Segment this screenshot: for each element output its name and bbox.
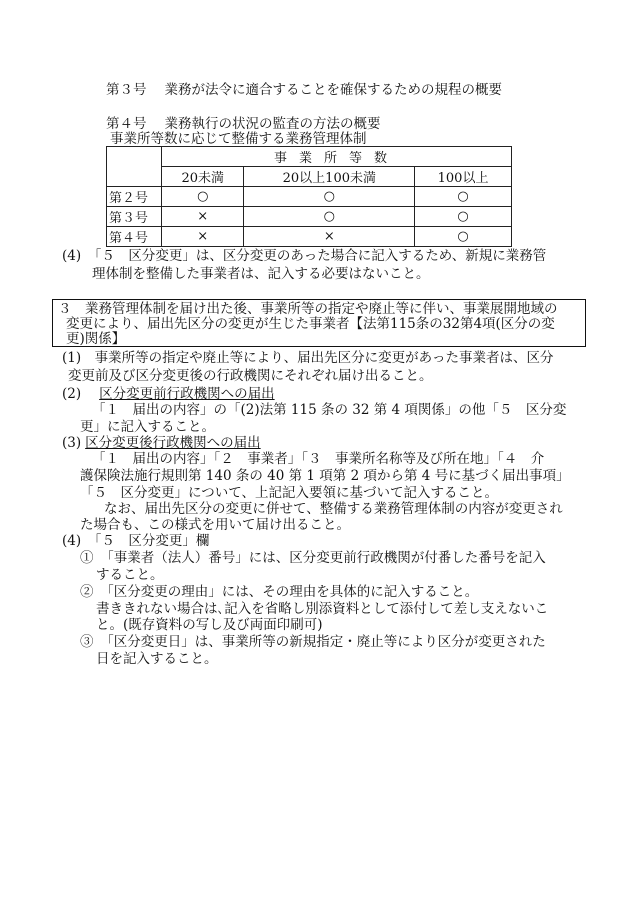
s3-line-1: 「１ 届出の内容」「２ 事業者」「３ 事業所名称等及び所在地」「４ 介 xyxy=(92,451,545,467)
table-cell: ○ xyxy=(162,187,244,207)
box-line-3: 更)関係】 xyxy=(66,331,126,347)
table-cell: ○ xyxy=(415,207,512,227)
s4-heading: (4) 「５ 区分変更」欄 xyxy=(62,533,210,549)
table-row-label: 第４号 xyxy=(107,227,162,247)
table-cell: × xyxy=(162,227,244,247)
s4-item-2-line-2: 書ききれない場合は､記入を省略し別添資料として添付して差し支えないこ xyxy=(96,601,549,617)
line-3-text: 業務が法令に適合することを確保するための規程の概要 xyxy=(164,82,502,98)
table-col-header: 20未満 xyxy=(162,167,244,187)
s1-line-1: (1) 事業所等の指定や廃止等により、届出先区分に変更があった事業者は、区分 xyxy=(62,350,554,366)
s2-line-2: 更」に記入すること。 xyxy=(80,419,215,435)
s4-item-1-line-2: すること。 xyxy=(96,567,164,583)
s2-heading: 区分変更前行政機関への届出 xyxy=(99,386,275,402)
line-4-text: 業務執行の状況の監査の方法の概要 xyxy=(164,116,381,132)
table-corner-cell xyxy=(107,147,162,187)
s4-item-2-line-1: ② 「区分変更の理由」には、その理由を具体的に記入すること。 xyxy=(80,584,479,600)
s4-item-3-line-1: ③ 「区分変更日」は、事業所等の新規指定・廃止等により区分が変更された xyxy=(80,634,546,650)
box-line-1: ３ 業務管理体制を届け出た後、事業所等の指定や廃止等に伴い、事業展開地域の xyxy=(58,301,558,317)
staff-requirement-table xyxy=(106,146,512,247)
s2-line-1: 「１ 届出の内容」の「(2)法第 115 条の 32 第 4 項関係」の他「５ 区分変 xyxy=(92,402,567,418)
table-cell: ○ xyxy=(244,207,415,227)
table-row-label: 第３号 xyxy=(107,207,162,227)
table-row xyxy=(107,207,512,227)
note-4-line-1: (4) 「５ 区分変更」は、区分変更のあった場合に記入するため、新規に業務管 xyxy=(62,248,547,264)
table-row-label: 第２号 xyxy=(107,187,162,207)
s3-line-2: 護保険法施行規則第 140 条の 40 第 1 項第 2 項から第 4 号に基づく届出事項」 xyxy=(80,468,570,484)
line-item-3 xyxy=(106,81,630,100)
s3-number: (3) xyxy=(62,435,82,451)
s4-item-2-line-3: と。(既存資料の写し及び両面印刷可) xyxy=(96,617,323,633)
table-cell: × xyxy=(244,227,415,247)
table-col-header: 100以上 xyxy=(415,167,512,187)
s3-line-3: 「５ 区分変更」について、上記記入要領に基づいて記入すること。 xyxy=(80,485,498,501)
line-3-number: 第３号 xyxy=(106,82,147,98)
s3-line-5: た場合も、この様式を用いて届け出ること。 xyxy=(80,517,350,533)
table-row xyxy=(107,187,512,207)
table-cell: ○ xyxy=(244,187,415,207)
table-cell: × xyxy=(162,207,244,227)
s2-number: (2) xyxy=(62,386,82,402)
note-4-line-2: 理体制を整備した事業者は、記入する必要はないこと。 xyxy=(92,266,430,282)
table-group-header: 事業所等数 xyxy=(162,147,512,167)
line-4-number: 第４号 xyxy=(106,116,147,132)
s4-item-1-line-1: ① 「事業者（法人）番号」には、区分変更前行政機関が付番した番号を記入 xyxy=(80,550,546,566)
s3-heading: 区分変更後行政機関への届出 xyxy=(85,435,261,451)
table-caption: 事業所等数に応じて整備する業務管理体制 xyxy=(110,131,367,147)
s3-line-4: なお、届出先区分の変更に併せて、整備する業務管理体制の内容が変更され xyxy=(104,501,563,517)
s1-line-2: 変更前及び区分変更後の行政機関にそれぞれ届け出ること。 xyxy=(68,368,433,384)
s4-item-3-line-2: 日を記入すること。 xyxy=(96,651,218,667)
box-line-2: 変更により、届出先区分の変更が生じた事業者【法第115条の32第4項(区分の変 xyxy=(66,316,555,332)
table-cell: ○ xyxy=(415,227,512,247)
table-cell: ○ xyxy=(415,187,512,207)
table-col-header: 20以上100未満 xyxy=(244,167,415,187)
table-row xyxy=(107,227,512,247)
